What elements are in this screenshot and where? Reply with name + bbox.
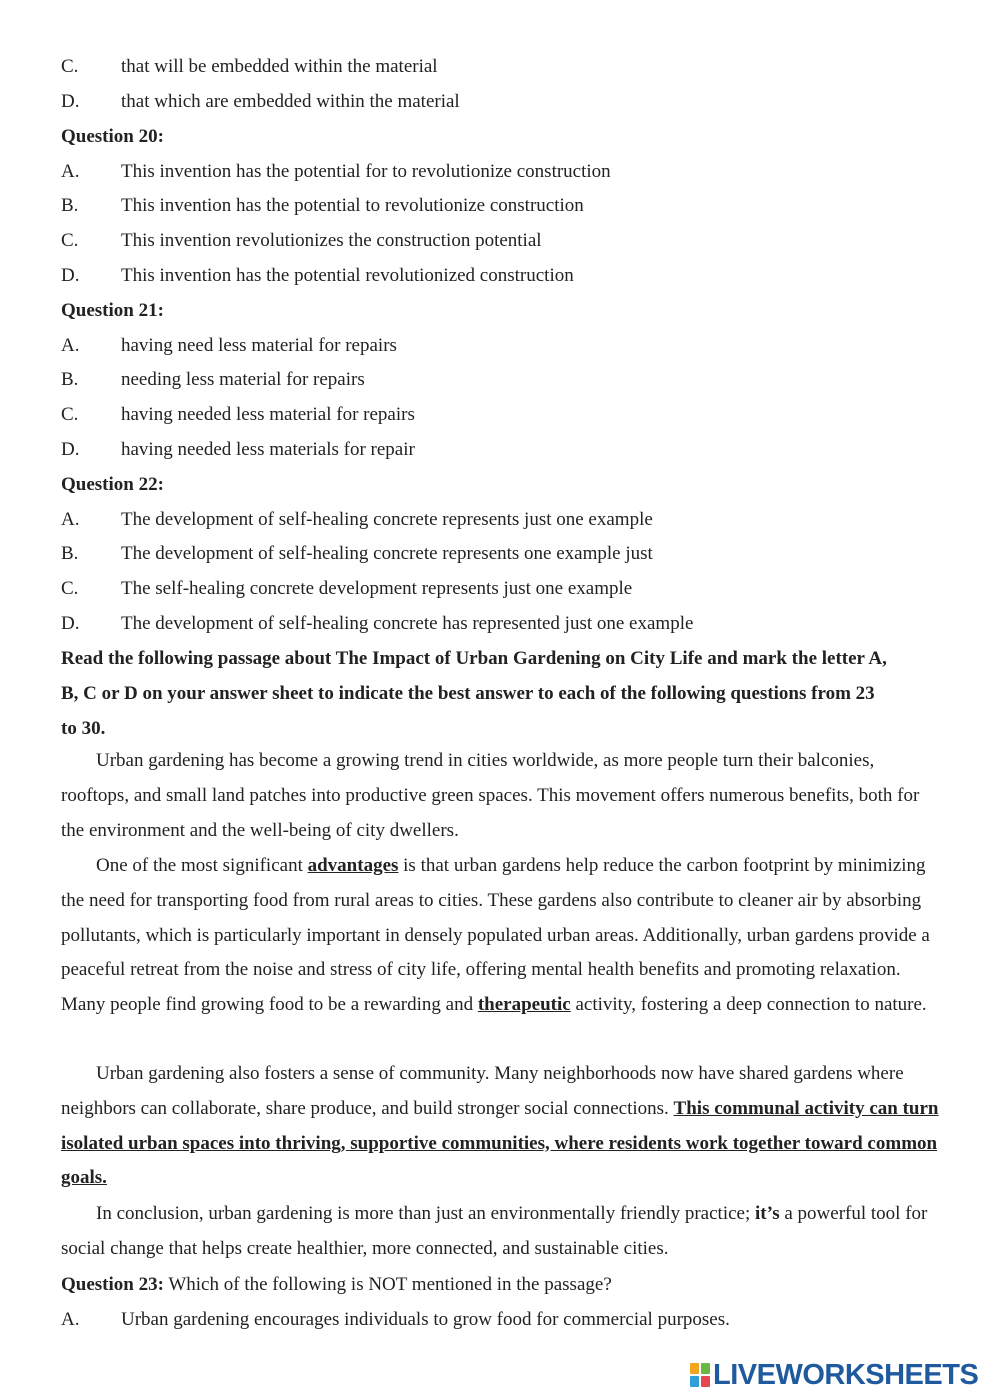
option-letter: D. [61,265,80,286]
option-letter: D. [61,613,80,634]
instruction-line: to 30. [61,718,106,739]
option-letter: C. [61,56,79,77]
option-letter: D. [61,439,80,460]
option-c [61,577,632,601]
option-text: This invention revolutionizes the construction potential [121,230,542,251]
option-letter: A. [61,509,80,530]
underlined-sentence: This communal activity can turn isolated urban spaces into thriving, supportive communities, where residents work together toward common goals. [61,1097,939,1189]
option-text: This invention has the potential revolutionized construction [121,265,574,286]
logo-square [701,1363,710,1374]
logo-square [690,1363,699,1374]
option-a [61,334,397,358]
option-letter: B. [61,195,79,216]
option-text: that will be embedded within the material [121,56,438,77]
option-letter: B. [61,543,79,564]
option-letter: D. [61,91,80,112]
option-d [61,438,415,462]
passage-text: is that urban gardens help reduce the carbon footprint by minimizing the need for transporting food from rural areas to cities. These gardens also contribute to cleaner air by absorbing pollutants, which is particularly important in densely populated urban areas. Additionally, urban gardens provide a peaceful retreat from the noise and stress of city life, offering mental health benefits and promoting relaxation. Many people find growing food to be a rewarding and [61,855,930,1016]
option-letter: B. [61,369,79,390]
option-b [61,194,584,218]
option-text: having needed less material for repairs [121,404,415,425]
passage-text: Urban gardening also fosters a sense of community. Many neighborhoods now have shared gardens where neighbors can collaborate, share produce, and build stronger social connections. [61,1063,904,1119]
logo-text: LIVEWORKSHEETS [713,1358,979,1391]
option-a [61,508,653,532]
option-text: The development of self-healing concrete has represented just one example [121,613,694,634]
option-letter: C. [61,578,79,599]
option-letter: C. [61,404,79,425]
logo-square [701,1376,710,1387]
option-d [61,612,693,636]
option-c [61,55,438,79]
option-text: The self-healing concrete development represents just one example [121,578,633,599]
option-text: having need less material for repairs [121,335,397,356]
option-c [61,229,542,253]
passage-paragraph-3 [61,1057,941,1196]
instruction-line: B, C or D on your answer sheet to indicate the best answer to each of the following questions from 23 [61,683,875,704]
liveworksheets-logo [690,1358,978,1392]
passage-text: activity, fostering a deep connection to nature. [570,994,927,1016]
option-text: Urban gardening encourages individuals to grow food for commercial purposes. [121,1309,730,1330]
option-text: needing less material for repairs [121,369,365,390]
passage-paragraph-2 [61,849,941,1023]
bold-word-its: it’s [755,1203,780,1224]
option-text: The development of self-healing concrete represents one example just [121,543,653,564]
question-23 [61,1273,612,1297]
option-c [61,403,415,427]
underlined-word-therapeutic: therapeutic [477,994,571,1016]
option-text: that which are embedded within the material [121,91,460,112]
passage-paragraph-4 [61,1197,941,1267]
question-21-title: Question 21: [61,300,164,321]
passage-text: One of the most significant [96,855,308,876]
option-letter: A. [61,161,80,182]
passage-text: In conclusion, urban gardening is more than just an environmentally friendly practice; [96,1203,755,1224]
option-text: This invention has the potential to revolutionize construction [121,195,584,216]
question-22-title: Question 22: [61,474,164,495]
instruction-line: Read the following passage about The Impact of Urban Gardening on City Life and mark the letter A, [61,648,887,669]
option-letter: C. [61,230,79,251]
option-a [61,1308,730,1332]
option-text: The development of self-healing concrete represents just one example [121,509,653,530]
option-b [61,542,653,566]
logo-square [690,1376,699,1387]
option-b [61,368,365,392]
question-23-stem: Which of the following is NOT mentioned in the passage? [163,1274,612,1295]
option-d [61,264,574,288]
option-letter: A. [61,335,80,356]
logo-mark-icon [690,1363,710,1387]
option-text: having needed less materials for repair [121,439,415,460]
question-23-title: Question 23: [61,1274,164,1295]
option-a [61,160,611,184]
underlined-word-advantages: advantages [307,855,399,876]
option-text: This invention has the potential for to revolutionize construction [121,161,611,182]
option-letter: A. [61,1309,80,1330]
passage-text: a powerful tool for social change that helps create healthier, more connected, and sustainable cities. [61,1203,928,1259]
option-d [61,90,460,114]
question-20-title: Question 20: [61,126,164,147]
passage-paragraph-1: Urban gardening has become a growing trend in cities worldwide, as more people turn their balconies, rooftops, and small land patches into productive green spaces. This movement offers numerous benefits, both for the environment and the well-being of city dwellers. [61,750,920,841]
